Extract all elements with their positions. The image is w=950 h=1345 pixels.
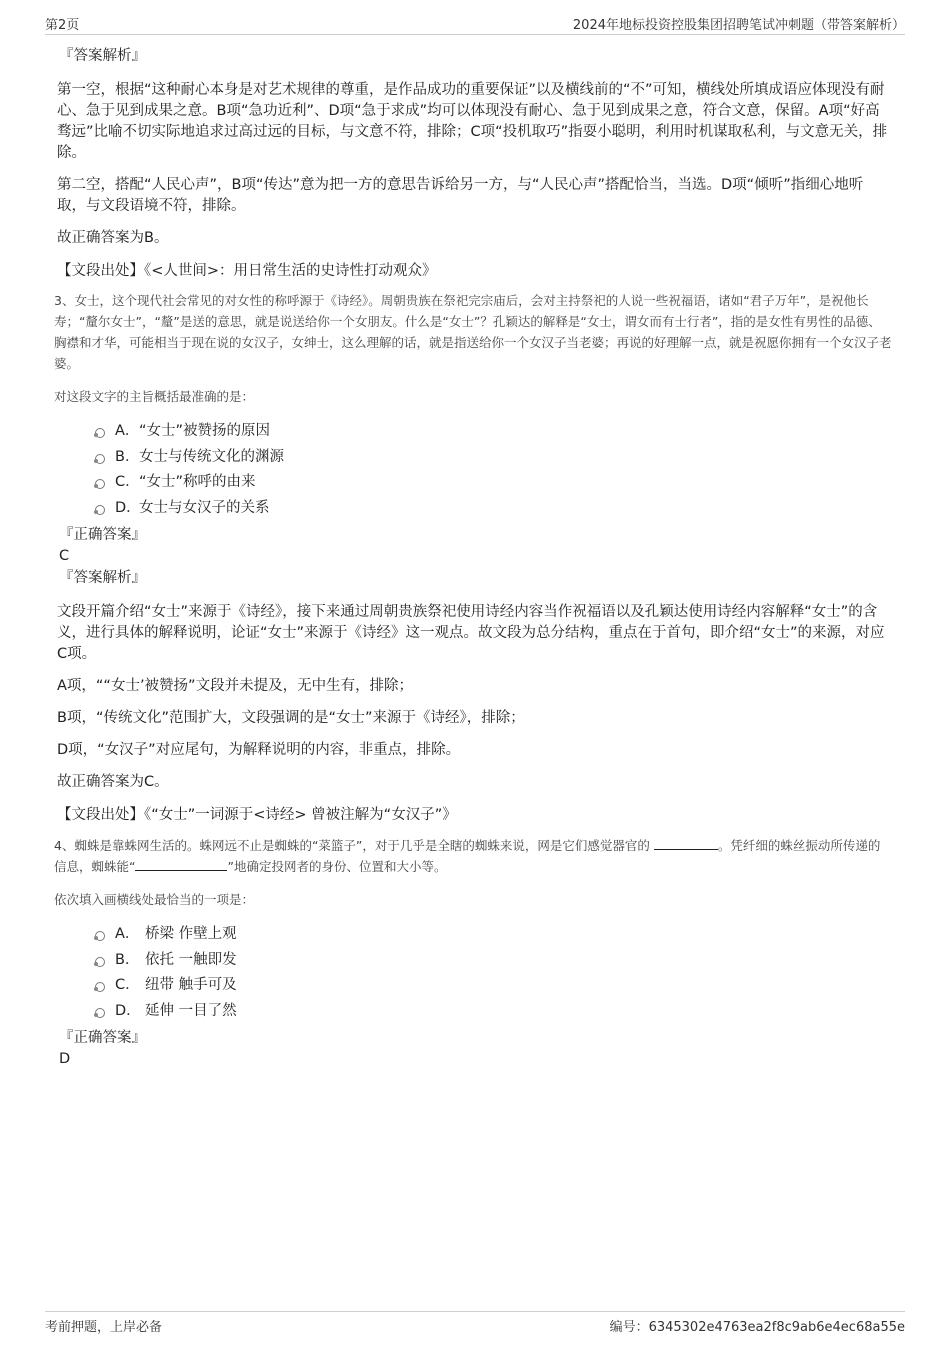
correct-answer-label: 『正确答案』 xyxy=(59,1030,146,1046)
footer-slogan: 考前押题，上岸必备 xyxy=(45,1320,163,1335)
option-b[interactable]: B． 依托 一触即发 xyxy=(95,948,892,974)
analysis-option-d: D项，“女汉子”对应尾句，为解释说明的内容，非重点，排除。 xyxy=(57,742,461,758)
question-3-options xyxy=(95,419,892,521)
fill-blank[interactable] xyxy=(135,858,227,871)
option-d[interactable]: D． 延伸 一目了然 xyxy=(95,999,892,1025)
analysis-paragraph: 第一空，根据“这种耐心本身是对艺术规律的尊重，是作品成功的重要保证”以及横线前的“不”可知，横线处所填成语应体现没有耐心、急于见到成果之意。B项“急功近利”、D项“急于求成”均可以体现没有耐心、急于见到成果之意，符合文意，保留。A项“好高骛远”比喻不切实际地追求过高过远的目标，与文意不符，排除；C项“投机取巧”指耍小聪明，利用时机谋取私利，与文意无关，排除。 xyxy=(57,82,888,161)
source-note: 【文段出处】《<人世间>：用日常生活的史诗性打动观众》 xyxy=(57,263,437,279)
document-title: 2024年地标投资控股集团招聘笔试冲刺题（带答案解析） xyxy=(572,18,905,33)
radio-icon[interactable] xyxy=(95,454,105,464)
radio-icon[interactable] xyxy=(95,505,105,515)
question-4-text: 4、蜘蛛是靠蛛网生活的。蛛网远不止是蜘蛛的“菜篮子”，对于几乎是全瞎的蜘蛛来说，网是它们感觉器官的 。凭纤细的蛛丝振动所传递的信息，蜘蛛能“ ”地确定投网者的身份、位置和大小等。 xyxy=(54,838,881,874)
conclusion: 故正确答案为C。 xyxy=(57,774,169,790)
analysis-label: 『答案解析』 xyxy=(59,570,146,586)
page-header xyxy=(45,14,905,35)
question-4-options xyxy=(95,922,892,1024)
source-note: 【文段出处】《“女士”一词源于<诗经> 曾被注解为“女汉子”》 xyxy=(57,807,457,823)
radio-icon[interactable] xyxy=(95,428,105,438)
radio-icon[interactable] xyxy=(95,982,105,992)
question-4-prompt: 依次填入画横线处最恰当的一项是： xyxy=(54,891,255,907)
page-content xyxy=(54,45,892,1069)
analysis-paragraph: 第二空，搭配“人民心声”，B项“传达”意为把一方的意思告诉给另一方，与“人民心声”搭配恰当，当选。D项“倾听”指细心地听取，与文段语境不符，排除。 xyxy=(57,177,864,214)
analysis-option-b: B项，“传统文化”范围扩大，文段强调的是“女士”来源于《诗经》，排除； xyxy=(57,710,525,726)
option-b[interactable]: B．女士与传统文化的渊源 xyxy=(95,445,892,471)
radio-icon[interactable] xyxy=(95,479,105,489)
option-c[interactable]: C． 纽带 触手可及 xyxy=(95,973,892,999)
page-number: 第2页 xyxy=(45,18,80,33)
correct-answer-label: 『正确答案』 xyxy=(59,527,146,543)
analysis-paragraph: 文段开篇介绍“女士”来源于《诗经》，接下来通过周朝贵族祭祀使用诗经内容当作祝福语以及孔颖达使用诗经内容解释“女士”的含义，进行具体的解释说明，论证“女士”来源于《诗经》这一观点。故文段为总分结构，重点在于首句，即介绍“女士”的来源，对应C项。 xyxy=(57,604,885,662)
radio-icon[interactable] xyxy=(95,1008,105,1018)
page-footer xyxy=(45,1311,905,1334)
document-code: 编号：6345302e4763ea2f8c9ab6e4ec68a55e xyxy=(609,1320,905,1335)
radio-icon[interactable] xyxy=(95,931,105,941)
question-3-text: 3、女士，这个现代社会常见的对女性的称呼源于《诗经》。周朝贵族在祭祀完宗庙后，会对主持祭祀的人说一些祝福语，诸如“君子万年”，是祝他长寿；“釐尔女士”，“釐”是送的意思，就是说送给你一个女朋友。什么是“女士”？孔颖达的解释是“女士，谓女而有士行者”，指的是女性有男性的品德、胸襟和才华，可能相当于现在说的女汉子，女绅士，这么理解的话，就是指送给你一个女汉子当老婆；再说的好理解一点，就是祝愿你拥有一个女汉子老婆。 xyxy=(54,293,892,371)
conclusion: 故正确答案为B。 xyxy=(57,230,169,246)
fill-blank[interactable] xyxy=(654,837,718,850)
option-a[interactable]: A． 桥梁 作壁上观 xyxy=(95,922,892,948)
question-3-prompt: 对这段文字的主旨概括最准确的是： xyxy=(54,388,255,404)
option-c[interactable]: C．“女士”称呼的由来 xyxy=(95,470,892,496)
analysis-label: 『答案解析』 xyxy=(59,48,146,64)
option-a[interactable]: A．“女士”被赞扬的原因 xyxy=(95,419,892,445)
option-d[interactable]: D．女士与女汉子的关系 xyxy=(95,496,892,522)
radio-icon[interactable] xyxy=(95,957,105,967)
correct-answer: C xyxy=(59,548,70,564)
analysis-option-a: A项，““女士’被赞扬”文段并未提及，无中生有，排除； xyxy=(57,678,414,694)
correct-answer: D xyxy=(59,1051,71,1067)
